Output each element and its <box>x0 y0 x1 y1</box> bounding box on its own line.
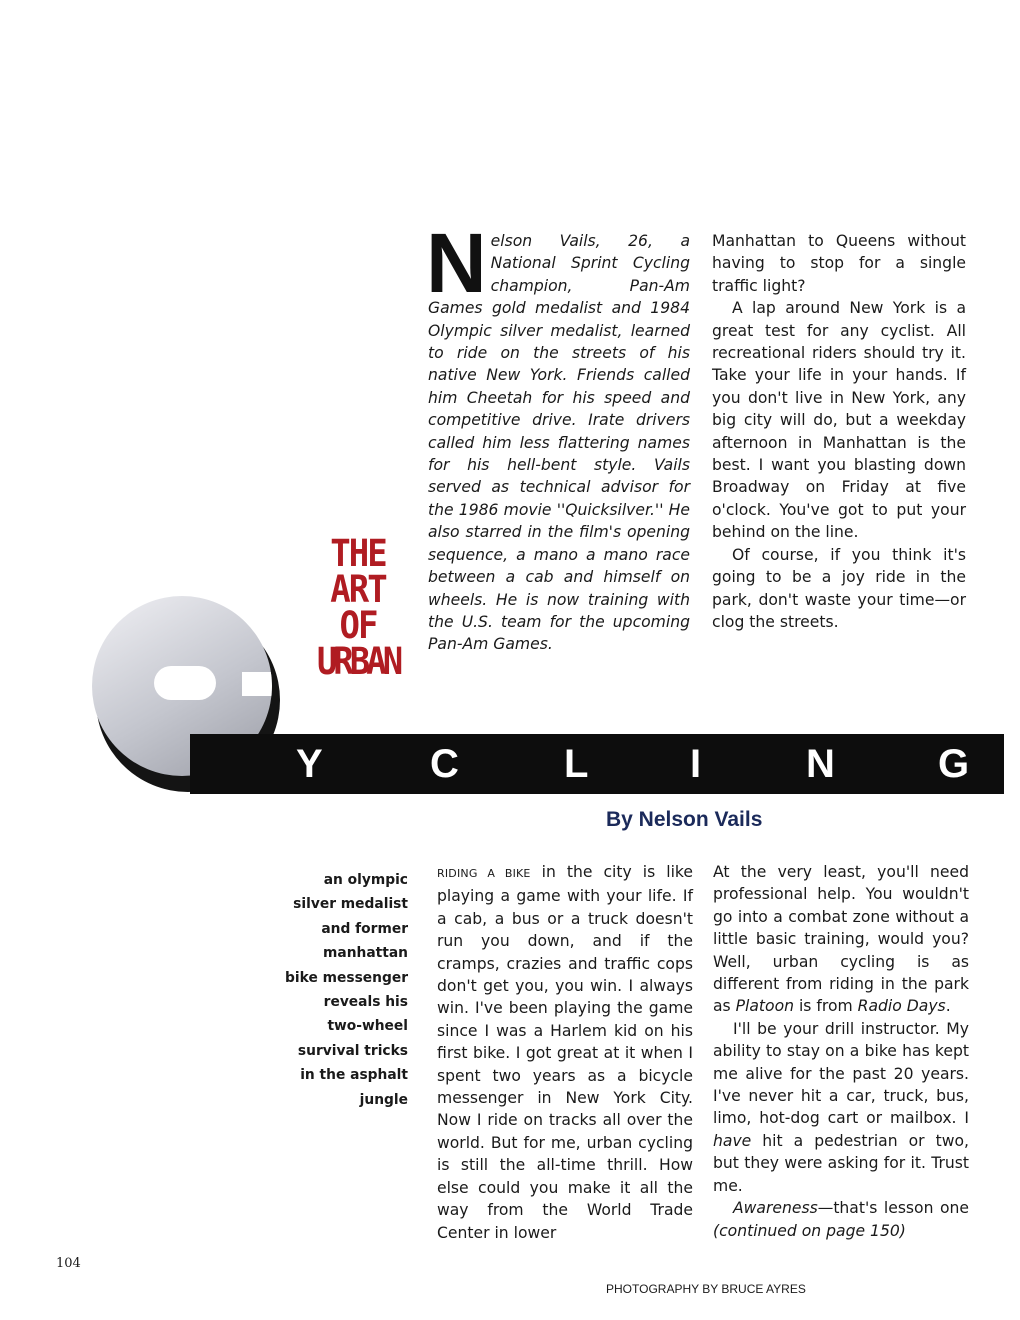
headline-line: THE <box>330 532 386 576</box>
title-letter: C <box>430 742 459 786</box>
drop-cap: N <box>426 216 487 310</box>
lead-in: RIDING A BIKE <box>437 867 531 880</box>
body-paragraph: I'll be your drill instructor. My ability to stay on a bike has kept me alive for the past 20 years. I've never hit a car, truck, bus, limo, hot-dog cart or mailbox. I have hit a pedestrian or two, but they were asking for it. Trust me. <box>713 1019 969 1195</box>
film-title: Radio Days <box>857 997 946 1016</box>
title-letter: G <box>938 742 970 786</box>
body-column-left <box>437 861 693 1244</box>
pull-quote-line: two-wheel <box>327 1018 408 1035</box>
title-letter: I <box>690 742 702 786</box>
intro-text: elson Vails, 26, a National Sprint Cycling champion, Pan-Am Games gold medalist and 1984 Olympic silver medalist, learned to ride on the streets of his native New York. Friends called him Cheetah for his speed and competitive drive. Irate drivers called him less flattering names for his hell-bent style. Vails served as technical advisor for the 1986 movie ''Quicksilver.'' He also starred in the film's opening sequence, a mano a mano race between a cab and himself on wheels. He is now training with the U.S. team for the upcoming Pan-Am Games. <box>428 232 690 654</box>
byline: By Nelson Vails <box>606 808 763 831</box>
headline-line: ART <box>330 568 386 612</box>
intro-column-right <box>712 230 966 633</box>
headline-line: URBAN <box>316 640 400 684</box>
body-text: in the city is like playing a game with your life. If a cab, a bus or a truck doesn't run you down, and if the cramps, crazies and traffic cops don't get you, you win. I always win. I've been playing the game since I was a Harlem kid on his first bike. I got great at it when I spent two years as a bicycle messenger in New York City. Now I ride on tracks all over the world. But for me, urban cycling is still the all-time thrill. How else could you make it all the way from the World Trade Center in lower <box>437 863 693 1242</box>
pull-quote-line: in the asphalt <box>300 1067 408 1084</box>
intro-paragraph: Of course, if you think it's going to be a joy ride in the park, don't waste your time—or clog the streets. <box>712 545 966 631</box>
pull-quote-line: survival tricks <box>297 1042 408 1059</box>
title-letter: N <box>806 742 835 786</box>
photo-credit: PHOTOGRAPHY BY BRUCE AYRES <box>606 1282 806 1296</box>
film-title: Platoon <box>735 997 795 1016</box>
title-letter: L <box>564 742 589 786</box>
cycling-title-band <box>190 734 1004 794</box>
headline-stack <box>312 532 404 684</box>
page-number: 104 <box>56 1256 81 1271</box>
pull-quote-line: manhattan <box>323 945 408 962</box>
pull-quote-line: an olympic <box>323 872 408 888</box>
body-column-right <box>713 861 969 1242</box>
pull-quote-line: silver medalist <box>293 896 408 913</box>
body-paragraph: At the very least, you'll need professional help. You wouldn't go into a combat zone without a little basic training, would you? Well, urban cycling is as different from riding in the park as Platoon is from Radio Days. <box>713 863 969 1016</box>
continued-note: (continued on page 150) <box>713 1221 906 1240</box>
pull-quote-line: bike messenger <box>285 969 408 986</box>
headline-line: OF <box>339 604 377 648</box>
pull-quote-line: jungle <box>359 1091 408 1108</box>
intro-paragraph: A lap around New York is a great test for any cyclist. All recreational riders should try it. Take your life in your hands. If you don't live in New York, any big city will do, but a weekday afternoon in Manhattan is the best. I want you blasting down Broadway on Friday at five o'clock. You've got to put your behind on the line. <box>712 299 966 542</box>
pull-quote-line: and former <box>321 920 408 937</box>
title-letter: Y <box>296 742 323 786</box>
pull-quote-line: reveals his <box>323 994 408 1011</box>
body-paragraph: Awareness—that's lesson one (continued on page 150) <box>713 1199 969 1240</box>
intro-column-left <box>426 216 690 656</box>
pull-quote <box>232 868 408 1112</box>
intro-paragraph: Manhattan to Queens without having to stop for a single traffic light? <box>712 232 966 295</box>
